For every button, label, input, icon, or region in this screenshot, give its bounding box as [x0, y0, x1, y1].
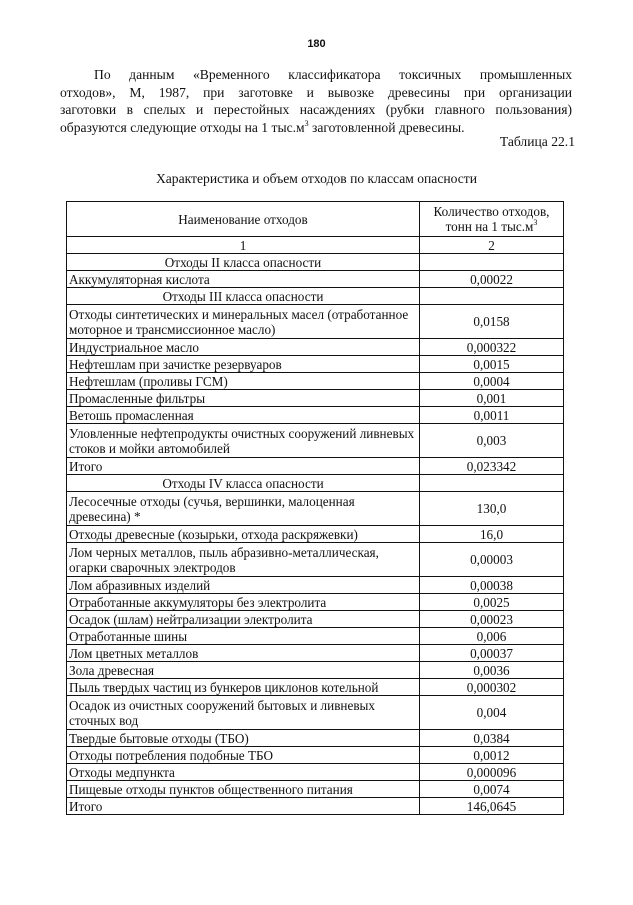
waste-name: Отработанные шины — [67, 628, 420, 645]
waste-value: 0,0012 — [420, 747, 564, 764]
waste-name: Отработанные аккумуляторы без электролита — [67, 594, 420, 611]
waste-value: 0,0015 — [420, 356, 564, 373]
intro-line — [60, 119, 572, 137]
waste-value: 0,0384 — [420, 730, 564, 747]
waste-value: 0,006 — [420, 628, 564, 645]
waste-name: Промасленные фильтры — [67, 390, 420, 407]
waste-name: Отходы древесные (козырьки, отхода раскряжевки) — [67, 526, 420, 543]
waste-name: Аккумуляторная кислота — [67, 271, 420, 288]
intro-text: образуются следующие отходы на 1 тыс.м — [60, 119, 305, 135]
waste-value: 0,00023 — [420, 611, 564, 628]
waste-name: Осадок из очистных сооружений бытовых и ливневых сточных вод — [67, 696, 420, 730]
intro-line: отходов», М, 1987, при заготовке и вывозке древесины при организации — [60, 84, 572, 100]
waste-name: Ветошь промасленная — [67, 407, 420, 424]
waste-value: 16,0 — [420, 526, 564, 543]
waste-table — [66, 201, 564, 815]
empty-cell — [420, 254, 564, 271]
section-heading: Отходы III класса опасности — [67, 288, 420, 305]
intro-paragraph — [60, 66, 572, 136]
waste-name: Зола древесная — [67, 662, 420, 679]
waste-value: 0,0158 — [420, 305, 564, 339]
waste-value: 0,0025 — [420, 594, 564, 611]
intro-line: заготовки в спелых и перестойных насаждениях (рубки главного пользования) — [60, 102, 572, 117]
waste-value: 0,0011 — [420, 407, 564, 424]
waste-name: Отходы медпункта — [67, 764, 420, 781]
header-quantity — [420, 202, 564, 237]
waste-value: 0,000322 — [420, 339, 564, 356]
waste-name: Пыль твердых частиц из бункеров циклонов котельной — [67, 679, 420, 696]
column-number: 1 — [67, 237, 420, 254]
header-qty-line2: тонн на 1 тыс.м — [445, 219, 534, 234]
waste-name: Твердые бытовые отходы (ТБО) — [67, 730, 420, 747]
superscript: 3 — [304, 118, 309, 128]
waste-value: 0,0004 — [420, 373, 564, 390]
section-heading: Отходы II класса опасности — [67, 254, 420, 271]
empty-cell — [420, 288, 564, 305]
waste-name: Лом абразивных изделий — [67, 577, 420, 594]
waste-value: 0,0074 — [420, 781, 564, 798]
waste-name: Лесосечные отходы (сучья, вершинки, малоценная древесина) * — [67, 492, 420, 526]
intro-line: По данным «Временного классификатора токсичных промышленных — [94, 67, 572, 82]
superscript: 3 — [533, 218, 538, 227]
intro-text: заготовленной древесины. — [308, 119, 465, 135]
waste-value: 0,00003 — [420, 543, 564, 577]
waste-name: Отходы синтетических и минеральных масел (отработанное моторное и трансмиссионное масло) — [67, 305, 420, 339]
waste-value: 0,001 — [420, 390, 564, 407]
waste-value: 0,000096 — [420, 764, 564, 781]
column-number: 2 — [420, 237, 564, 254]
waste-name: Нефтешлам при зачистке резервуаров — [67, 356, 420, 373]
header-name: Наименование отходов — [67, 202, 420, 237]
header-qty-line1: Количество отходов, — [433, 204, 550, 219]
waste-name: Нефтешлам (проливы ГСМ) — [67, 373, 420, 390]
section-heading: Отходы IV класса опасности — [67, 475, 420, 492]
waste-value: 0,00038 — [420, 577, 564, 594]
waste-value: 0,00037 — [420, 645, 564, 662]
waste-name: Пищевые отходы пунктов общественного питания — [67, 781, 420, 798]
waste-value: 0,0036 — [420, 662, 564, 679]
table-label: Таблица 22.1 — [499, 134, 575, 149]
total-label: Итого — [67, 798, 420, 815]
waste-value: 0,00022 — [420, 271, 564, 288]
waste-value: 0,003 — [420, 424, 564, 458]
waste-name: Уловленные нефтепродукты очистных сооружений ливневых стоков и мойки автомобилей — [67, 424, 420, 458]
total-value: 0,023342 — [420, 458, 564, 475]
empty-cell — [420, 475, 564, 492]
waste-name: Лом цветных металлов — [67, 645, 420, 662]
waste-name: Отходы потребления подобные ТБО — [67, 747, 420, 764]
table-title: Характеристика и объем отходов по классам опасности — [155, 171, 478, 186]
waste-name: Индустриальное масло — [67, 339, 420, 356]
waste-value: 0,000302 — [420, 679, 564, 696]
waste-name: Лом черных металлов, пыль абразивно-металлическая, огарки сварочных электродов — [67, 543, 420, 577]
page-number: 180 — [307, 38, 326, 50]
waste-name: Осадок (шлам) нейтрализации электролита — [67, 611, 420, 628]
total-label: Итого — [67, 458, 420, 475]
total-value: 146,0645 — [420, 798, 564, 815]
waste-value: 130,0 — [420, 492, 564, 526]
waste-value: 0,004 — [420, 696, 564, 730]
